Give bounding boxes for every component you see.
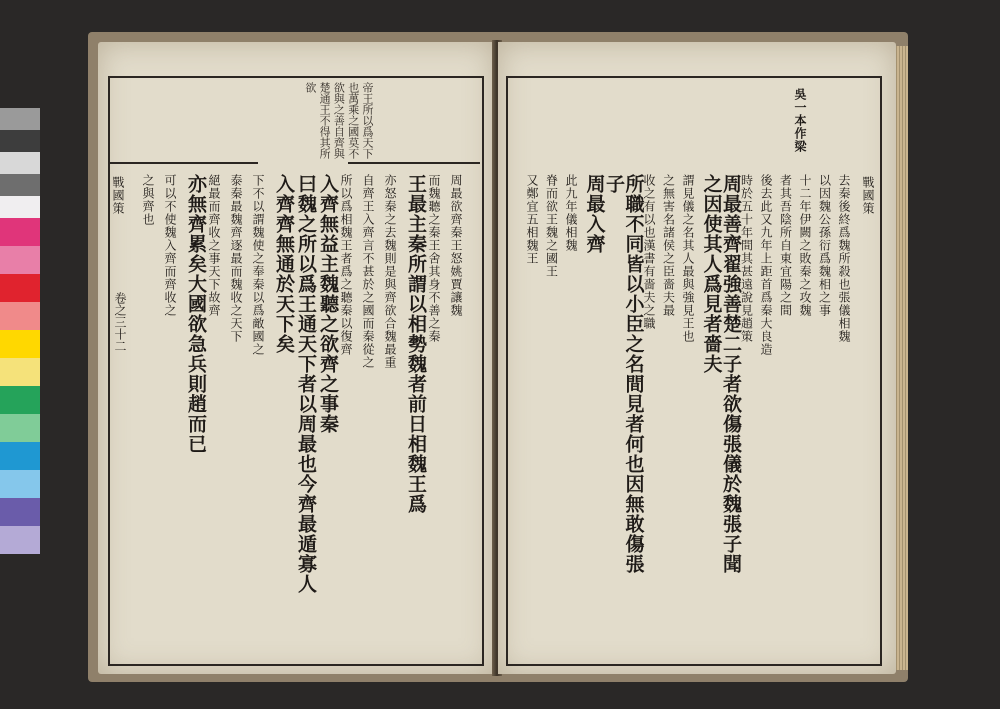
text-column: 十二年伊闕之敗秦之攻魏 bbox=[798, 174, 812, 317]
color-swatch bbox=[0, 302, 40, 330]
right-page-frame bbox=[506, 76, 882, 666]
color-swatch bbox=[0, 358, 40, 386]
color-swatch bbox=[0, 414, 40, 442]
color-swatch bbox=[0, 108, 40, 130]
right-page bbox=[498, 42, 896, 674]
color-swatch bbox=[0, 526, 40, 554]
text-column: 脊而欲王魏之國王 bbox=[544, 174, 559, 278]
color-swatch bbox=[0, 442, 40, 470]
text-column: 周最入齊 bbox=[583, 174, 606, 254]
text-column: 之與齊也 bbox=[141, 174, 155, 226]
left-page bbox=[98, 42, 494, 674]
text-column: 者其吾陰所自東宜陽之間 bbox=[778, 174, 793, 317]
color-swatch bbox=[0, 386, 40, 414]
text-column: 亦無齊累矣大國欲急兵則趙而已 bbox=[185, 174, 207, 454]
text-column: 周最欲齊秦王怒姚賈讓魏 bbox=[449, 174, 463, 317]
text-column: 曰魏之所以爲王通天下者以周最也今齊最遁寡人 bbox=[295, 174, 317, 594]
text-column: 周最善齊翟強善楚二子者欲傷張儀於魏張子聞 bbox=[720, 174, 742, 574]
color-swatch bbox=[0, 246, 40, 274]
text-column: 時於五十年間其甚遠說見趙策 bbox=[739, 174, 754, 343]
color-swatch bbox=[0, 498, 40, 526]
text-column: 下不以謂魏使之奉秦以爲敵國之 bbox=[251, 174, 265, 356]
text-column: 所以爲相魏王者爲之聽秦以復齊 bbox=[339, 174, 353, 356]
color-swatch bbox=[0, 152, 40, 174]
color-swatch bbox=[0, 196, 40, 218]
section-marker: 卷之三十二 bbox=[113, 292, 127, 352]
text-column: 入齊無益主魏聽之欲齊之事秦 bbox=[317, 174, 339, 434]
text-column: 之因使其人爲見者嗇夫 bbox=[700, 174, 723, 374]
text-column: 自齊王入齊言不甚於之國而秦從之 bbox=[361, 174, 375, 369]
text-column: 王最主秦所謂以相勢魏者前日相魏王爲 bbox=[405, 174, 427, 514]
text-column: 去秦後終爲魏所殺也張儀相魏 bbox=[837, 174, 851, 343]
text-column: 以因魏公孫衍爲魏相之事 bbox=[817, 174, 832, 317]
header-note: 吳一本作梁 bbox=[793, 88, 807, 153]
color-swatch bbox=[0, 470, 40, 498]
open-book bbox=[88, 32, 908, 682]
text-column: 後去此又九年上距首爲秦大良造 bbox=[759, 174, 773, 356]
text-column: 所職不同皆以小臣之名間見者何也因無敢傷張 bbox=[622, 174, 645, 574]
text-column: 此九年儀相魏 bbox=[564, 174, 578, 252]
text-column: 子 bbox=[603, 174, 625, 194]
text-column: 絕最而齊收之事天下故齊 bbox=[207, 174, 221, 317]
color-swatch bbox=[0, 174, 40, 196]
page-title: 戰國策 bbox=[111, 176, 125, 215]
color-swatch bbox=[0, 130, 40, 152]
color-swatch bbox=[0, 274, 40, 302]
text-column: 又鄭宜五相魏王 bbox=[525, 174, 539, 265]
top-note: 帝王所以爲天下也萬乘之國莫不欲與之善自齊與楚通王不得其所欲 bbox=[303, 82, 374, 159]
text-column: 入齊齊無通於天下矣 bbox=[273, 174, 295, 354]
page-title-right: 戰國策 bbox=[861, 176, 875, 215]
page-edges bbox=[894, 46, 908, 670]
text-column: 亦怒秦之去魏則是與齊欲合魏最重 bbox=[383, 174, 397, 369]
text-column: 可以不使魏入齊而齊收之 bbox=[163, 174, 177, 317]
color-calibration-chart bbox=[0, 108, 40, 554]
text-column: 謂見儀之名其人最與強見王也 bbox=[681, 174, 695, 343]
text-column: 收之有以也漢書有嗇夫之職 bbox=[642, 174, 656, 330]
color-swatch bbox=[0, 218, 40, 246]
text-column: 而魏聽之秦王舍其身不善之秦 bbox=[427, 174, 441, 343]
text-column: 泰秦最魏齊逐最而魏收之天下 bbox=[229, 174, 243, 343]
text-column: 之無害名諸侯之臣嗇夫最 bbox=[661, 174, 676, 317]
color-swatch bbox=[0, 330, 40, 358]
